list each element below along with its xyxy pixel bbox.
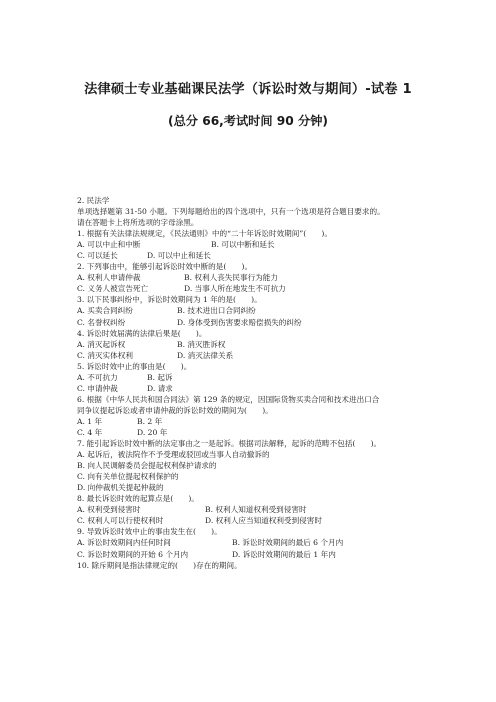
option: B. 起诉 xyxy=(147,372,173,382)
option: B. 诉讼时效期间的最后 6 个月内 xyxy=(232,538,344,548)
option: D. 消灭法律关系 xyxy=(177,350,234,360)
option: D. 20 年 xyxy=(137,427,168,437)
option-row xyxy=(77,239,433,250)
option: D. 请求 xyxy=(147,383,173,393)
option-row xyxy=(77,350,433,361)
option: B. 消灭胜诉权 xyxy=(177,339,226,349)
option-row xyxy=(77,372,433,383)
option: A. 买卖合同纠纷 xyxy=(77,306,133,316)
question-stem: 2. 下列事由中，能够引起诉讼时效中断的是( )。 xyxy=(77,262,253,272)
option-row xyxy=(77,504,433,515)
option: D. 可以中止和延长 xyxy=(147,251,211,261)
option: A. 权利人申请仲裁 xyxy=(77,273,141,283)
option: B. 2 年 xyxy=(137,416,163,426)
page-title: 法律硕士专业基础课民法学（诉讼时效与期间）-试卷 1 xyxy=(84,82,412,97)
question-stem-continued: 同争议提起诉讼或者申请仲裁的诉讼时效的期间为( )。 xyxy=(77,405,273,415)
option-row xyxy=(77,416,433,427)
option-row xyxy=(77,537,433,548)
question-stem: 10. 除斥期间是指法律规定的( )存在的期间。 xyxy=(77,560,242,570)
question-stem: 8. 最长诉讼时效的起算点是( )。 xyxy=(77,494,199,504)
option: A. 起诉后，被法院作不予受理或驳回或当事人自动撤诉的 xyxy=(77,450,270,460)
section-heading: 2. 民法学 xyxy=(77,196,110,205)
option: D. 诉讼时效期间的最后 1 年内 xyxy=(232,549,336,559)
option: B. 权利人丧失民事行为能力 xyxy=(184,273,278,283)
option: B. 权利人知道权利受到侵害时 xyxy=(205,505,307,515)
question-stem: 7. 能引起诉讼时效中断的法定事由之一是起诉。根据司法解释，起诉的范畴不包括( )。 xyxy=(77,439,382,449)
exam-body xyxy=(77,195,433,571)
option: D. 身体受到伤害要求赔偿损失的纠纷 xyxy=(177,317,302,327)
option: A. 不可抗力 xyxy=(77,372,118,382)
option: C. 消灭实体权利 xyxy=(77,350,133,360)
option: B. 向人民调解委员会提起权利保护请求的 xyxy=(77,461,217,471)
option-row xyxy=(77,515,433,526)
option: A. 权利受到侵害时 xyxy=(77,505,141,515)
option: C. 可以延长 xyxy=(77,251,118,261)
option: D. 当事人所在地发生不可抗力 xyxy=(184,284,286,294)
option: B. 可以中断和延长 xyxy=(211,240,275,250)
question-stem: 9. 导致诉讼时效中止的事由发生在( )。 xyxy=(77,527,222,537)
option: C. 权利人可以行使权利时 xyxy=(77,516,164,526)
option-row xyxy=(77,383,433,394)
option-row xyxy=(77,339,433,350)
option-row xyxy=(77,317,433,328)
option: A. 1 年 xyxy=(77,416,103,426)
option: C. 义务人被宣告死亡 xyxy=(77,284,149,294)
option: D. 权利人应当知道权利受到侵害时 xyxy=(205,516,322,526)
question-stem: 4. 诉讼时效届满的法律后果是( )。 xyxy=(77,328,207,338)
question-stem: 1. 根据有关法律法规规定，《民法通则》中的“二十年诉讼时效期间”( )。 xyxy=(77,229,332,239)
option-row xyxy=(77,305,433,316)
question-stem: 3. 以下民事纠纷中，诉讼时效期间为 1 年的是( )。 xyxy=(77,295,262,305)
option-row xyxy=(77,549,433,560)
option: C. 4 年 xyxy=(77,427,103,437)
option: B. 技术进出口合同纠纷 xyxy=(177,306,256,316)
option-row xyxy=(77,272,433,283)
option: C. 申请仲裁 xyxy=(77,383,118,393)
question-stem: 6. 根据《中华人民共和国合同法》第 129 条的规定，因国际货物买卖合同和技术进出口合 xyxy=(77,394,380,404)
page-subtitle: (总分 66,考试时间 90 分钟) xyxy=(168,114,328,128)
option: A. 诉讼时效期间内任何时间 xyxy=(77,538,171,548)
instructions-line-1: 单项选择题第 31-50 小题。下列每题给出的四个选项中，只有一个选项是符合题目要求的。 xyxy=(77,207,385,217)
option-row xyxy=(77,250,433,261)
option-row xyxy=(77,427,433,438)
option: C. 向有关单位提起权利保护的 xyxy=(77,472,179,482)
option-row xyxy=(77,283,433,294)
option: A. 消灭起诉权 xyxy=(77,339,126,349)
question-stem: 5. 诉讼时效中止的事由是( )。 xyxy=(77,361,192,371)
option: D. 向仲裁机关提起仲裁的 xyxy=(77,483,164,493)
option: C. 诉讼时效期间的开始 6 个月内 xyxy=(77,549,189,559)
option: A. 可以中止和中断 xyxy=(77,240,141,250)
option: C. 名誉权纠纷 xyxy=(77,317,126,327)
instructions-line-2: 请在答题卡上将所选项的字母涂黑。 xyxy=(77,218,199,228)
